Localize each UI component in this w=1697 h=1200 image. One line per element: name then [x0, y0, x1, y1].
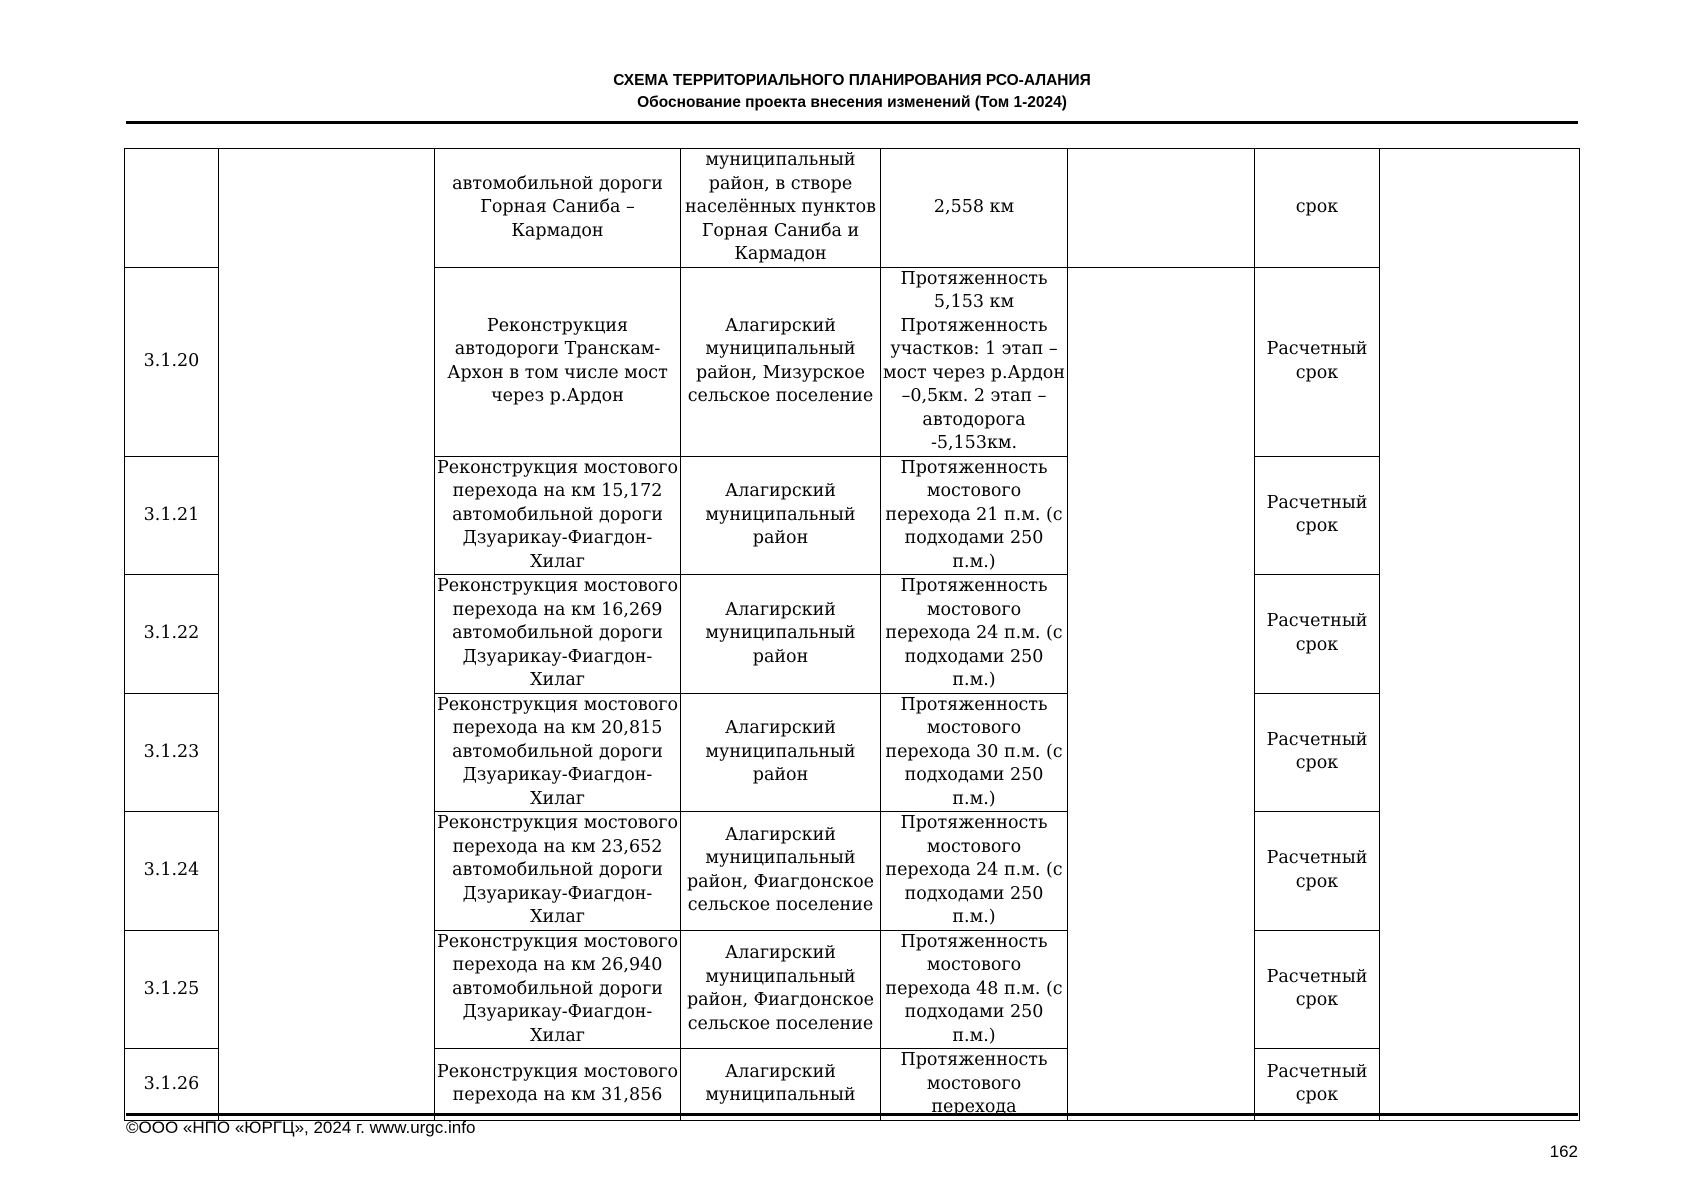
cell-num: 3.1.22	[125, 575, 219, 694]
cell-name: Реконструкция мостового перехода на км 16,269 автомобильной дороги Дзуарикау-Фиагдон-Хилаг	[435, 575, 681, 694]
cell-group-blank	[219, 149, 435, 1121]
cell-blank	[1068, 267, 1255, 1120]
cell-params: 2,558 км	[881, 149, 1068, 268]
cell-params: Протяженность мостового перехода 48 п.м. (с подходами 250 п.м.)	[881, 930, 1068, 1049]
cell-location: Алагирский муниципальный район	[681, 693, 881, 812]
cell-location: муниципальный район, в створе населённых пунктов Горная Саниба и Кармадон	[681, 149, 881, 268]
cell-params: Протяженность 5,153 км Протяженность участков: 1 этап – мост через р.Ардон –0,5км. 2 этап – автодорога -5,153км.	[881, 267, 1068, 456]
cell-params: Протяженность мостового перехода 24 п.м. (с подходами 250 п.м.)	[881, 575, 1068, 694]
footer-divider	[126, 1113, 1578, 1116]
cell-location: Алагирский муниципальный район	[681, 456, 881, 575]
cell-name: Реконструкция мостового перехода на км 15,172 автомобильной дороги Дзуарикау-Фиагдон-Хилаг	[435, 456, 681, 575]
table-row-continued	[125, 149, 1580, 268]
cell-location: Алагирский муниципальный район	[681, 575, 881, 694]
cell-location: Алагирский муниципальный район, Фиагдонское сельское поселение	[681, 812, 881, 931]
cell-notes-blank	[1380, 149, 1580, 1121]
planning-table	[124, 148, 1580, 1121]
cell-params: Протяженность мостового перехода	[881, 1049, 1068, 1121]
footer-copyright: ©ООО «НПО «ЮРГЦ», 2024 г. www.urgc.info	[126, 1118, 476, 1137]
cell-term: Расчетный срок	[1255, 575, 1380, 694]
cell-num	[125, 149, 219, 268]
cell-name: Реконструкция мостового перехода на км 26,940 автомобильной дороги Дзуарикау-Фиагдон-Хилаг	[435, 930, 681, 1049]
cell-location: Алагирский муниципальный район, Мизурское сельское поселение	[681, 267, 881, 456]
cell-location: Алагирский муниципальный	[681, 1049, 881, 1121]
cell-num: 3.1.23	[125, 693, 219, 812]
cell-term: Расчетный срок	[1255, 812, 1380, 931]
cell-term: Расчетный срок	[1255, 693, 1380, 812]
cell-params: Протяженность мостового перехода 21 п.м. (с подходами 250 п.м.)	[881, 456, 1068, 575]
cell-name: Реконструкция мостового перехода на км 31,856	[435, 1049, 681, 1121]
cell-term: Расчетный срок	[1255, 456, 1380, 575]
cell-name: Реконструкция мостового перехода на км 20,815 автомобильной дороги Дзуарикау-Фиагдон-Хилаг	[435, 693, 681, 812]
page-header	[126, 70, 1578, 114]
cell-num: 3.1.20	[125, 267, 219, 456]
cell-num: 3.1.25	[125, 930, 219, 1049]
cell-num: 3.1.26	[125, 1049, 219, 1121]
cell-term: Расчетный срок	[1255, 267, 1380, 456]
cell-location: Алагирский муниципальный район, Фиагдонское сельское поселение	[681, 930, 881, 1049]
cell-term: Расчетный срок	[1255, 1049, 1380, 1121]
cell-params: Протяженность мостового перехода 24 п.м. (с подходами 250 п.м.)	[881, 812, 1068, 931]
cell-term: Расчетный срок	[1255, 930, 1380, 1049]
document-title: СХЕМА ТЕРРИТОРИАЛЬНОГО ПЛАНИРОВАНИЯ РСО-АЛАНИЯ	[613, 72, 1091, 89]
cell-name: Реконструкция автодороги Транскам-Архон в том числе мост через р.Ардон	[435, 267, 681, 456]
cell-name: Реконструкция мостового перехода на км 23,652 автомобильной дороги Дзуарикау-Фиагдон-Хилаг	[435, 812, 681, 931]
cell-term: срок	[1255, 149, 1380, 268]
cell-blank	[1068, 149, 1255, 268]
cell-num: 3.1.21	[125, 456, 219, 575]
document-subtitle: Обоснование проекта внесения изменений (Том 1-2024)	[637, 94, 1067, 111]
cell-num: 3.1.24	[125, 812, 219, 931]
cell-name: автомобильной дороги Горная Саниба –Кармадон	[435, 149, 681, 268]
header-divider	[126, 121, 1578, 124]
cell-params: Протяженность мостового перехода 30 п.м. (с подходами 250 п.м.)	[881, 693, 1068, 812]
page-number: 162	[1549, 1142, 1578, 1161]
